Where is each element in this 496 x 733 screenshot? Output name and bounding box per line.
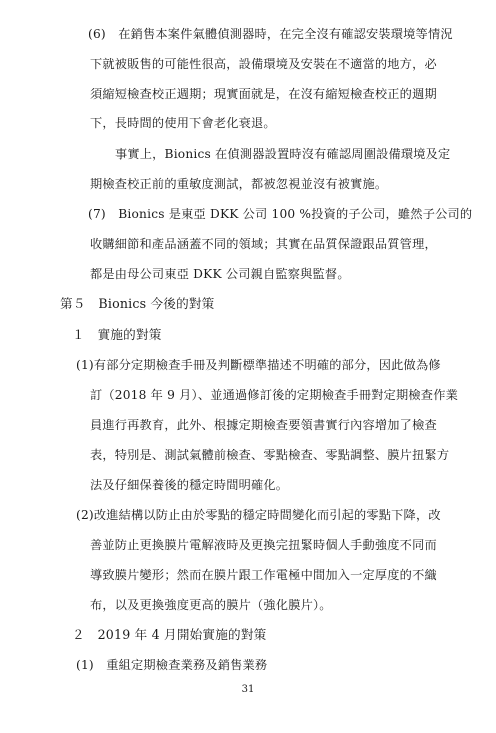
item6-line-1: (6) 在銷售本案件氣體偵測器時，在完全沒有確認安裝環境等情況 — [88, 27, 453, 41]
subsection1-title: １ 實施的對策 — [72, 327, 162, 342]
measure1-line-1: (1)有部分定期檢查手冊及判斷標準描述不明確的部分，因此做為修 — [76, 358, 441, 372]
item6-line-2: 下就被販售的可能性很高，設備環境及安裝在不適當的地方，必 — [90, 57, 437, 71]
item6-line-4: 下，長時間的使用下會老化衰退。 — [90, 116, 276, 130]
item7-line-1: (7) Bionics 是東亞 DKK 公司 100 %投資的子公司，雖然子公司的 — [88, 207, 473, 221]
measure1-line-4: 表，特別是、測試氣體前檢查、零點檢查、零點調整、膜片扭緊方 — [90, 448, 450, 462]
section5-title: 第５ Bionics 今後的對策 — [60, 296, 215, 311]
item7-line-3: 都是由母公司東亞 DKK 公司親自監察與監督。 — [90, 267, 350, 281]
measure2019-1: (1) 重組定期檢查業務及銷售業務 — [76, 658, 268, 672]
fact-paragraph-line-1: 事實上，Bionics 在偵測器設置時沒有確認周圍設備環境及定 — [115, 147, 451, 161]
measure1-line-3: 員進行再教育，此外、根據定期檢查要領書實行內容增加了檢查 — [90, 418, 437, 432]
measure1-line-2: 訂（2018 年 9 月）、並通過修訂後的定期檢查手冊對定期檢查作業 — [90, 388, 458, 402]
measure2-line-3: 導致膜片變形；然而在膜片跟工作電極中間加入一定厚度的不織 — [90, 568, 437, 582]
measure1-line-5: 法及仔細保養後的穩定時間明確化。 — [90, 478, 289, 492]
item6-line-3: 須縮短檢查校正週期；現實面就是，在沒有縮短檢查校正的週期 — [90, 87, 437, 101]
measure2-line-1: (2)改進結構以防止由於零點的穩定時間變化而引起的零點下降，改 — [76, 508, 441, 522]
page-number: 31 — [241, 684, 255, 695]
measure2-line-4: 布，以及更換強度更高的膜片（強化膜片）。 — [90, 598, 332, 612]
measure2-line-2: 善並防止更換膜片電解液時及更換完扭緊時個人手動強度不同而 — [90, 538, 437, 552]
subsection2-title: ２ 2019 年 4 月開始實施的對策 — [72, 627, 267, 642]
fact-paragraph-line-2: 期檢查校正前的重敏度測試，都被忽視並沒有被實施。 — [90, 177, 388, 191]
item7-line-2: 收購細節和產品涵蓋不同的領域；其實在品質保證跟品質管理， — [90, 237, 437, 251]
